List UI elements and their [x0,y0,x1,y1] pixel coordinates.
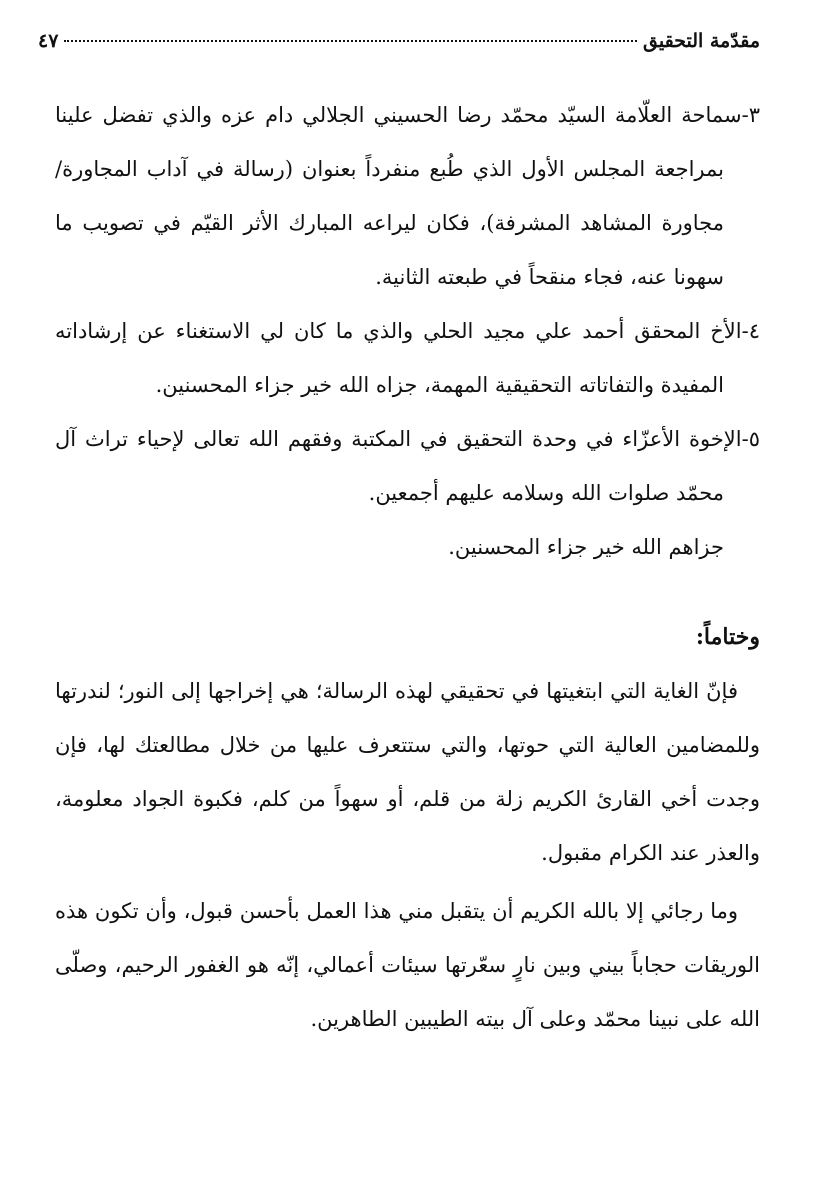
item-text: الإخوة الأعزّاء في وحدة التحقيق في المكتبة وفقهم الله تعالى لإحياء تراث آل محمّد صلوات الله وسلامه عليهم أجمعين. [55,427,742,505]
running-header [38,30,760,60]
conclusion-heading: وختاماً: [695,624,760,650]
closing-line: جزاهم الله خير جزاء المحسنين. [448,535,724,559]
item-number: ٤- [741,319,760,343]
conclusion-paragraph-1: فإنّ الغاية التي ابتغيتها في تحقيقي لهذه الرسالة؛ هي إخراجها إلى النور؛ لندرتها وللمضامين العالية التي حوتها، والتي ستتعرف عليها من خلال مطالعتك لها، فإن وجدت أخي القارئ الكريم زلة من قلم، أو سهواً من كلم، فكبوة الجواد معلومة، والعذر عند الكرام مقبول. [55,679,760,865]
header-title: مقدّمة التحقيق [643,30,760,52]
header-dot-leader [64,40,637,42]
page-number: ٤٧ [38,30,59,52]
page-body [55,88,760,1046]
acknowledgement-item-5 [55,412,760,520]
item-number: ٥- [741,427,760,451]
item-text: الأخ المحقق أحمد علي مجيد الحلي والذي ما كان لي الاستغناء عن إرشاداته المفيدة والتفاتاته التحقيقية المهمة، جزاه الله خير جزاء المحسنين. [55,319,742,397]
acknowledgement-item-4 [55,304,760,412]
conclusion-paragraph-2: وما رجائي إلا بالله الكريم أن يتقبل مني هذا العمل بأحسن قبول، وأن تكون هذه الوريقات حجاباً بيني وبين نارٍ سعّرتها سيئات أعمالي، إنّه هو الغفور الرحيم، وصلّى الله على نبينا محمّد وعلى آل بيته الطيبين الطاهرين. [55,899,760,1031]
acknowledgement-item-3 [55,88,760,304]
item-text: سماحة العلّامة السيّد محمّد رضا الحسيني الجلالي دام عزه والذي تفضل علينا بمراجعة المجلس الأول الذي طُبع منفرداً بعنوان (رسالة في آداب المجاورة/ مجاورة المشاهد المشرفة)، فكان ليراعه المبارك الأثر القيّم في تصويب ما سهونا عنه، فجاء منقحاً في طبعته الثانية. [55,103,742,289]
item-number: ٣- [741,103,760,127]
